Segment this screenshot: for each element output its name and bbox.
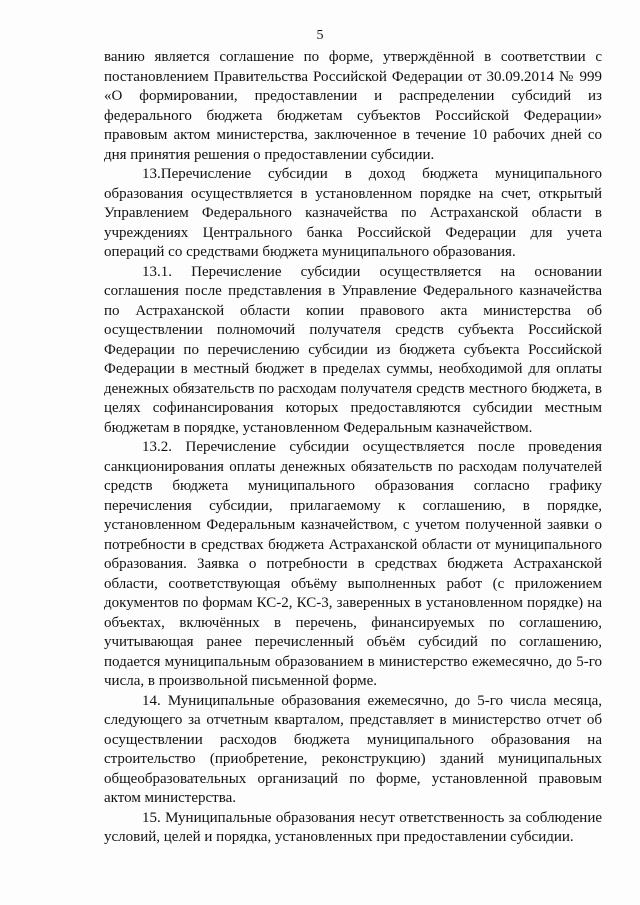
paragraph-14: 14. Муниципальные образования ежемесячно, до 5-го числа месяца, следующего за отчетным кварталом, представляет в министерство отчет об осуществлении расходов бюджета муниципального образования на строительство (приобретение, реконструкцию) зданий муниципальных общеобразовательных организаций по форме, установленной правовым актом министерства. <box>104 692 602 806</box>
document-body <box>104 48 602 848</box>
paragraph-13: 13.Перечисление субсидии в доход бюджета муниципального образования осуществляется в установленном порядке на счет, открытый Управлением Федерального казначейства по Астраханской области в учреждениях Центрального банка Российской Федерации для учета операций со средствами бюджета муниципального образования. <box>104 166 602 260</box>
page-number: 5 <box>316 28 324 43</box>
paragraph-continuation: ванию является соглашение по форме, утверждённой в соответствии с постановлением Правительства Российской Федерации от 30.09.2014 № 999 «О формировании, предоставлении и распределении субсидий из федерального бюджета бюджетам субъектов Российской Федерации» правовым актом министерства, заключенное в течение 10 рабочих дней со дня принятия решения о предоставлении субсидии. <box>104 49 602 163</box>
paragraph-15: 15. Муниципальные образования несут ответственность за соблюдение условий, целей и порядка, установленных при предоставлении субсидии. <box>104 809 602 845</box>
paragraph-13-2: 13.2. Перечисление субсидии осуществляется после проведения санкционирования оплаты денежных обязательств по расходам получателей средств бюджета муниципального образования согласно графику перечисления субсидии, прилагаемому к соглашению, в порядке, установленном Федеральным казначейством, с учетом полученной заявки о потребности в средствах бюджета Астраханской области от муниципального образования. Заявка о потребности в средствах бюджета Астраханской области, соответствующая объёму выполненных работ (с приложением документов по формам КС-2, КС-3, заверенных в установленном порядке) на объектах, включённых в перечень, финансируемых по соглашению, учитывающая ранее перечисленный объём субсидий по соглашению, подается муниципальным образованием в министерство ежемесячно, до 5-го числа, в произвольной письменной форме. <box>104 439 602 689</box>
paragraph-13-1: 13.1. Перечисление субсидии осуществляется на основании соглашения после представления в Управление Федерального казначейства по Астраханской области копии правового акта министерства об осуществлении полномочий получателя средств субъекта Российской Федерации по перечислению субсидии из бюджета субъекта Российской Федерации в местный бюджет в пределах суммы, необходимой для оплаты денежных обязательств по расходам получателя средств местного бюджета, в целях софинансирования которых предоставляются субсидии местным бюджетам в порядке, установленном Федеральным казначейством. <box>104 263 602 436</box>
